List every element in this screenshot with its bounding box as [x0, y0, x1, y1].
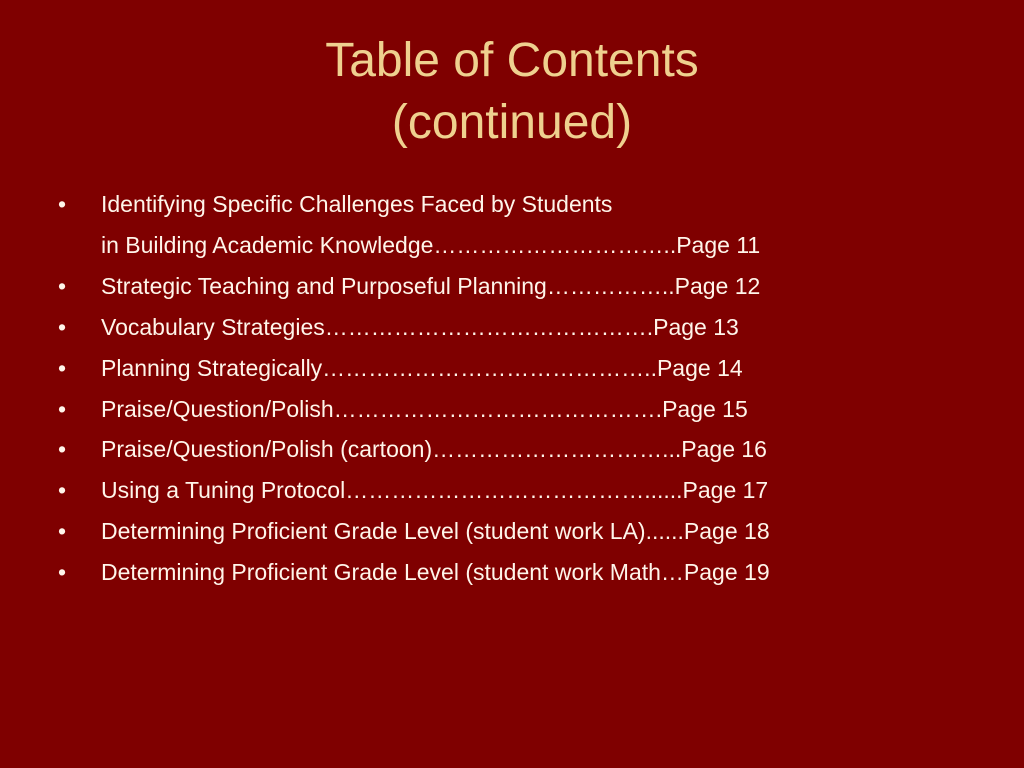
toc-item-page-13: [58, 307, 978, 348]
toc-item-page-15: [58, 389, 978, 430]
table-of-contents-list: [58, 184, 978, 593]
title-line-2: (continued): [391, 96, 633, 149]
toc-entry-text: Praise/Question/Polish…………………………………….Page 15: [101, 395, 748, 422]
toc-entry-text: Determining Proficient Grade Level (student work LA)......Page 18: [101, 518, 770, 545]
toc-entry-text: Planning Strategically……………………………………..Page 14: [101, 354, 743, 381]
toc-item-page-16: [58, 429, 978, 470]
bullet-icon: •: [58, 477, 67, 504]
toc-entry-text: Vocabulary Strategies…………………………………….Page 13: [101, 313, 739, 340]
slide-title: [0, 30, 1024, 154]
toc-entry-text: Strategic Teaching and Purposeful Planning……………..Page 12: [101, 272, 761, 299]
bullet-icon: •: [58, 313, 67, 340]
toc-entry-text: Using a Tuning Protocol…………………………………......Page 17: [101, 477, 769, 504]
toc-item-page-17: [58, 470, 978, 511]
toc-entry-text: Identifying Specific Challenges Faced by Students: [101, 191, 613, 217]
bullet-icon: •: [58, 518, 67, 545]
bullet-icon: •: [58, 191, 67, 217]
toc-item-page-14: [58, 348, 978, 389]
bullet-icon: •: [58, 395, 67, 422]
toc-item-page-11: [58, 184, 978, 266]
toc-item-page-12: [58, 266, 978, 307]
toc-item-page-18: [58, 511, 978, 552]
bullet-icon: •: [58, 436, 67, 463]
bullet-icon: •: [58, 354, 67, 381]
bullet-icon: •: [58, 559, 67, 586]
bullet-icon: •: [58, 272, 67, 299]
toc-item-page-19: [58, 552, 978, 593]
toc-entry-text: Determining Proficient Grade Level (student work Math…Page 19: [101, 559, 770, 586]
toc-entry-text: Praise/Question/Polish (cartoon)…………………………...Page 16: [101, 436, 767, 463]
toc-entry-continuation: in Building Academic Knowledge…………………………..Page 11: [101, 231, 761, 258]
title-line-1: Table of Contents: [325, 34, 699, 87]
